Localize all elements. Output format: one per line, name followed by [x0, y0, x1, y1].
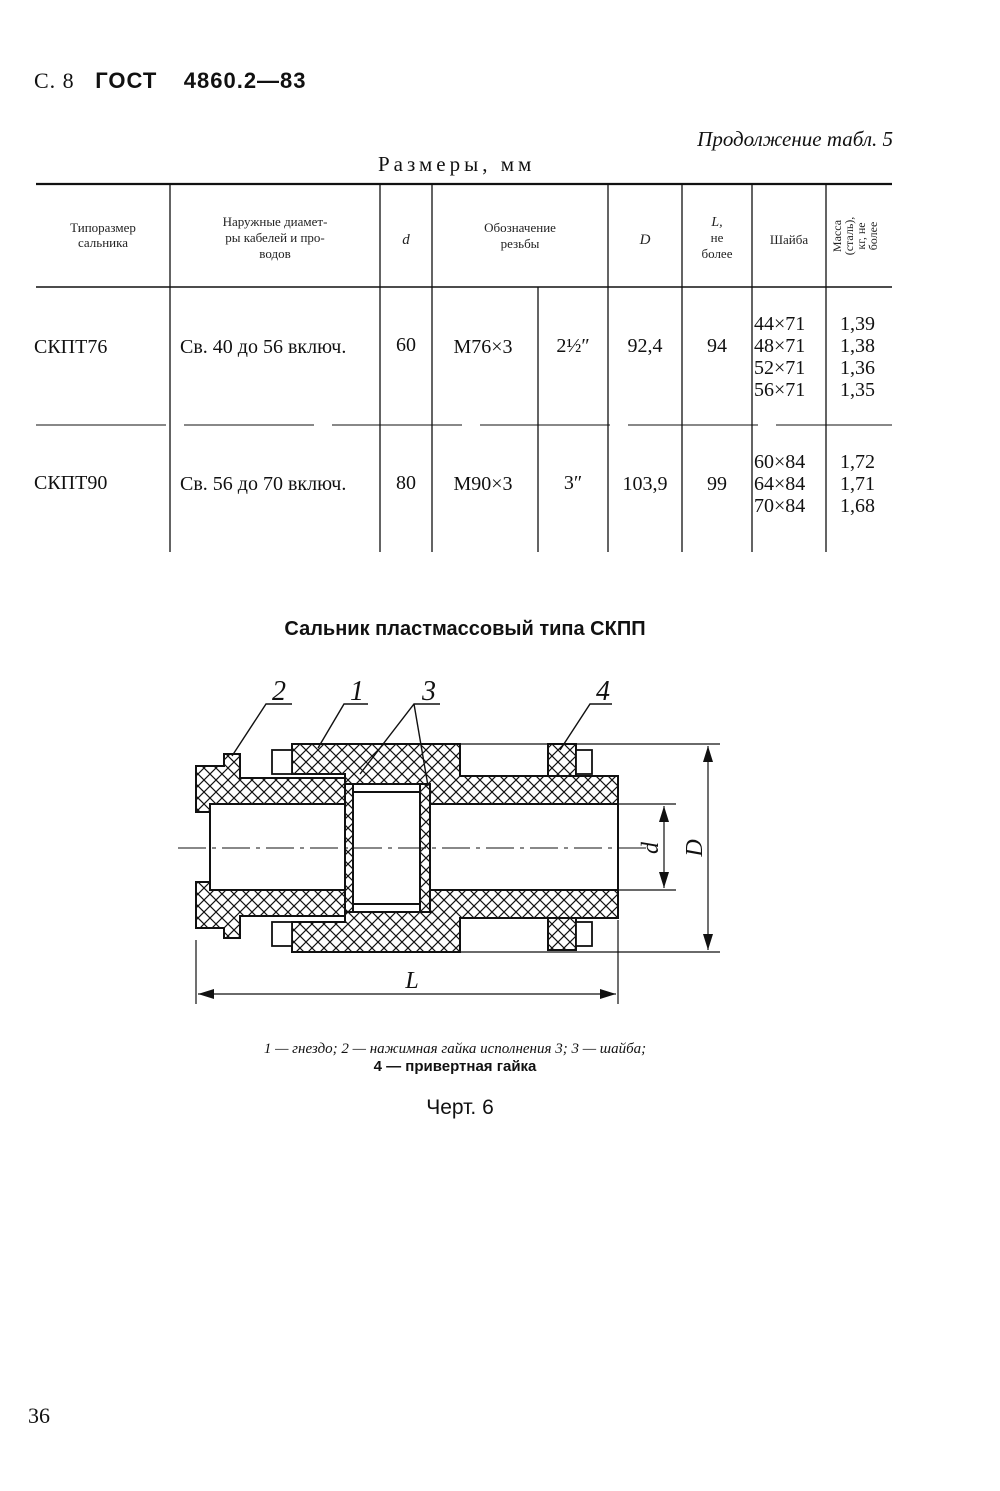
- legend-line-2: 4 — привертная гайка: [373, 1058, 537, 1075]
- col-diam-line1: Наружные диамет-: [222, 214, 328, 229]
- cell-mass: 1,39: [840, 313, 875, 335]
- cell-thread-inch: 3″: [563, 472, 583, 494]
- cell-washer: 70×84: [754, 495, 806, 517]
- cell-washer: 44×71: [754, 313, 806, 335]
- cell-mass: 1,36: [840, 357, 875, 379]
- table-caption: Размеры, мм: [378, 152, 536, 176]
- cell-washer: 52×71: [754, 357, 806, 379]
- pressure-nut: [196, 754, 345, 938]
- dim-d-label: d: [638, 842, 664, 854]
- standard-label: ГОСТ: [95, 68, 158, 93]
- cell-thread-metric: М90×3: [453, 473, 513, 495]
- gland-drawing: [0, 660, 1000, 1010]
- cell-L: 94: [707, 335, 727, 357]
- col-diam-line3: водов: [259, 246, 291, 261]
- cell-type: СКПТ90: [34, 472, 108, 494]
- cell-mass: 1,68: [840, 495, 875, 517]
- col-mass-line2: (сталь),: [842, 216, 856, 256]
- table-row: [34, 451, 875, 517]
- standard-number: 4860.2—83: [183, 68, 307, 93]
- col-d: d: [402, 232, 410, 248]
- col-thread-line2: резьбы: [500, 236, 540, 251]
- cell-thread-inch: 2½″: [556, 335, 590, 357]
- cell-d: 60: [396, 334, 416, 356]
- page-number: 36: [28, 1403, 50, 1428]
- col-D: D: [639, 232, 651, 248]
- figure-caption: Черт. 6: [426, 1096, 494, 1119]
- cell-washer: 48×71: [754, 335, 806, 357]
- cell-washer: 64×84: [754, 473, 806, 495]
- col-L-line2: не: [710, 230, 724, 245]
- callout-4: 4: [596, 676, 610, 707]
- page-label: С. 8: [34, 68, 75, 93]
- legend-line-1: 1 — гнездо; 2 — нажимная гайка исполнения 3; 3 — шайба;: [263, 1041, 647, 1057]
- cell-type: СКПТ76: [34, 336, 108, 358]
- col-mass-line4: более: [866, 221, 880, 251]
- dim-D-label: D: [682, 839, 708, 857]
- cell-diam: Св. 56 до 70 включ.: [180, 473, 347, 495]
- cell-D: 103,9: [622, 473, 668, 495]
- cell-mass: 1,38: [840, 335, 875, 357]
- cell-d: 80: [396, 472, 416, 494]
- callout-3: 3: [422, 676, 436, 707]
- figure-legend: [0, 1040, 910, 1076]
- table-continuation-note: Продолжение табл. 5: [697, 127, 893, 151]
- col-mass-line1: Масса: [830, 219, 844, 253]
- col-washer: Шайба: [769, 232, 809, 247]
- col-type-line1: Типоразмер: [70, 220, 136, 235]
- col-L-line3: более: [701, 246, 733, 261]
- col-type-line2: сальника: [77, 235, 129, 250]
- cell-washer: 60×84: [754, 451, 806, 473]
- col-diam-line2: ры кабелей и про-: [225, 230, 325, 245]
- col-mass-line3: кг, не: [854, 222, 868, 250]
- cell-washer: 56×71: [754, 379, 806, 401]
- cell-mass: 1,35: [840, 379, 875, 401]
- col-thread-line1: Обозначение: [484, 220, 556, 235]
- table-row: [34, 313, 875, 401]
- callout-2: 2: [272, 676, 286, 707]
- callout-1: 1: [350, 676, 364, 707]
- cell-mass: 1,71: [840, 473, 875, 495]
- cell-diam: Св. 40 до 56 включ.: [180, 336, 347, 358]
- col-L-line1: L,: [711, 215, 723, 230]
- cell-mass: 1,72: [840, 451, 875, 473]
- screw-on-nut: [548, 744, 576, 950]
- cell-D: 92,4: [627, 335, 663, 357]
- cell-thread-metric: М76×3: [453, 336, 513, 358]
- dimension-table: [0, 0, 1000, 570]
- dim-L-label: L: [405, 968, 419, 994]
- figure-title: Сальник пластмассовый типа СКПП: [284, 618, 646, 640]
- cell-L: 99: [707, 473, 727, 495]
